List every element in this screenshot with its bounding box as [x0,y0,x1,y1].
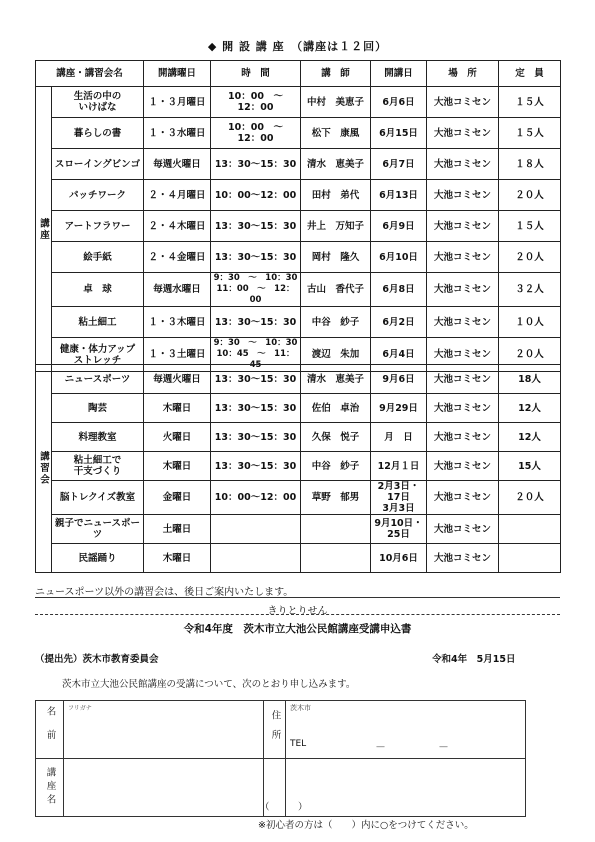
header-time: 時 間 [211,61,301,87]
header-place: 場 所 [427,61,499,87]
start-date-cell: 6月6日 [371,87,427,118]
day-cell: 土曜日 [144,515,211,544]
teacher-cell: 井上 万知子 [301,211,371,242]
day-cell: 火曜日 [144,423,211,452]
course-field-2b[interactable] [286,759,526,817]
table-row [36,149,561,180]
time-cell: 10：00 ～ 12：00 [211,87,301,118]
time-cell: 9：30 ～ 10：30 10：45 ～ 11：45 [211,338,301,372]
place-cell: 大池コミセン [427,180,499,211]
course-name-cell: スローイングビンゴ [52,149,144,180]
cut-line [35,614,560,615]
day-cell: 毎週水曜日 [144,273,211,307]
teacher-cell [301,544,371,573]
place-cell: 大池コミセン [427,423,499,452]
course-name-cell: 生活の中の いけばな [52,87,144,118]
start-date-cell: 6月7日 [371,149,427,180]
table-row [36,87,561,118]
application-form [35,700,526,817]
day-cell: １・３木曜日 [144,307,211,338]
table-row [36,118,561,149]
header-course-name: 講座・講習会名 [36,61,144,87]
day-cell: ２・４金曜日 [144,242,211,273]
course-name-cell: 陶芸 [52,394,144,423]
capacity-cell: １０人 [499,307,561,338]
time-cell: 13：30～15：30 [211,307,301,338]
start-date-cell: 6月8日 [371,273,427,307]
name-label: 名前 [36,701,64,759]
table-row [36,211,561,242]
place-cell: 大池コミセン [427,307,499,338]
course-name-cell: 粘土細工 [52,307,144,338]
course-name-cell: ニュースポーツ [52,365,144,394]
place-cell: 大池コミセン [427,118,499,149]
course-name-cell: 健康・体力アップ ストレッチ [52,338,144,372]
tel-dashes: — — [376,742,449,752]
day-cell: ２・４木曜日 [144,211,211,242]
table-row [36,273,561,307]
course-field[interactable] [64,759,308,817]
teacher-cell: 久保 悦子 [301,423,371,452]
start-date-cell: 6月10日 [371,242,427,273]
time-cell [211,544,301,573]
time-cell: 13：30～15：30 [211,394,301,423]
workshop-note: ニュースポーツ以外の講習会は、後日ご案内いたします。 [35,587,294,598]
time-cell: 13：30～15：30 [211,242,301,273]
start-date-cell: 9月6日 [371,365,427,394]
time-cell: 13：30～15：30 [211,423,301,452]
course-name-cell: 親子でニュースポーツ [52,515,144,544]
time-cell: 13：30～15：30 [211,149,301,180]
workshop-schedule-table [35,364,561,573]
start-date-cell: 9月10日・25日 [371,515,427,544]
capacity-cell [499,515,561,544]
time-cell [211,515,301,544]
teacher-cell: 古山 香代子 [301,273,371,307]
teacher-cell: 清水 恵美子 [301,365,371,394]
time-cell: 10：00 ～ 12：00 [211,118,301,149]
start-date-cell: 9月29日 [371,394,427,423]
course-label: 講座名 [36,759,64,817]
teacher-cell: 佐伯 卓治 [301,394,371,423]
time-cell: 13：30～15：30 [211,365,301,394]
form-date: 令和4年 5月15日 [432,654,516,665]
course-name-cell: 民謡踊り [52,544,144,573]
form-intro: 茨木市立大池公民館講座の受講について、次のとおり申し込みます。 [62,679,356,690]
table-row [36,481,561,515]
course-name-cell: 粘土細工で 干支づくり [52,452,144,481]
table-row [36,180,561,211]
course-name-cell: 料理教室 [52,423,144,452]
day-cell: 木曜日 [144,452,211,481]
start-date-cell: 6月9日 [371,211,427,242]
teacher-cell: 岡村 隆久 [301,242,371,273]
capacity-cell: ２０人 [499,338,561,372]
start-date-cell: 6月13日 [371,180,427,211]
capacity-cell: 12人 [499,423,561,452]
place-cell: 大池コミセン [427,515,499,544]
day-cell: 木曜日 [144,544,211,573]
day-cell: １・３月曜日 [144,87,211,118]
course-name-cell: 暮らしの書 [52,118,144,149]
course-name-cell: アートフラワー [52,211,144,242]
place-cell: 大池コミセン [427,242,499,273]
teacher-cell: 中谷 紗子 [301,307,371,338]
form-title: 令和4年度 茨木市立大池公民館講座受講申込書 [183,623,412,635]
time-cell: 13：30～15：30 [211,211,301,242]
time-cell: 10：00～12：00 [211,180,301,211]
table-row [36,544,561,573]
day-cell: 木曜日 [144,394,211,423]
capacity-cell [499,544,561,573]
day-cell: １・３土曜日 [144,338,211,372]
furigana-label: フリガナ [68,705,92,712]
page-title: ◆ 開 設 講 座 （講座は１２回） [207,40,388,53]
table-row [36,365,561,394]
capacity-cell: ２０人 [499,180,561,211]
capacity-cell: １５人 [499,118,561,149]
address-label: 住所 [264,701,286,759]
start-date-cell: 2月3日・17日 3月3日 [371,481,427,515]
place-cell: 大池コミセン [427,452,499,481]
group-label: 講座 [36,87,52,372]
course-name-cell: パッチワーク [52,180,144,211]
capacity-cell: １８人 [499,149,561,180]
capacity-cell: １５人 [499,87,561,118]
start-date-cell: 6月15日 [371,118,427,149]
place-cell: 大池コミセン [427,87,499,118]
place-cell: 大池コミセン [427,544,499,573]
header-day: 開講曜日 [144,61,211,87]
header-teacher: 講 師 [301,61,371,87]
table-row [36,394,561,423]
beginner-paren: （ ） [260,802,308,813]
group-label: 講習会 [36,365,52,573]
table-row [36,515,561,544]
start-date-cell: 月 日 [371,423,427,452]
capacity-cell: ２０人 [499,481,561,515]
place-cell: 大池コミセン [427,211,499,242]
table-row [36,423,561,452]
place-cell: 大池コミセン [427,394,499,423]
tel-label: TEL [290,739,307,749]
table-row [36,242,561,273]
teacher-cell: 渡辺 朱加 [301,338,371,372]
capacity-cell: ３２人 [499,273,561,307]
table-row [36,452,561,481]
time-cell: 9：30 ～ 10：30 11：00 ～ 12：00 [211,273,301,307]
course-name-cell: 卓 球 [52,273,144,307]
day-cell: 毎週火曜日 [144,365,211,394]
day-cell: ２・４月曜日 [144,180,211,211]
course-name-cell: 脳トレクイズ教室 [52,481,144,515]
start-date-cell: 10月6日 [371,544,427,573]
start-date-cell: 12月１日 [371,452,427,481]
table-row [36,307,561,338]
capacity-cell: ２０人 [499,242,561,273]
teacher-cell: 松下 康風 [301,118,371,149]
capacity-cell: 18人 [499,365,561,394]
start-date-cell: 6月4日 [371,338,427,372]
place-cell: 大池コミセン [427,365,499,394]
note-underline [35,597,560,598]
place-cell: 大池コミセン [427,481,499,515]
teacher-cell: 中谷 紗子 [301,452,371,481]
course-schedule-table [35,60,561,372]
time-cell: 10：00～12：00 [211,481,301,515]
capacity-cell: 15人 [499,452,561,481]
address-prefix: 茨木市 [290,704,311,712]
teacher-cell: 草野 郁男 [301,481,371,515]
day-cell: 毎週火曜日 [144,149,211,180]
course-name-cell: 絵手紙 [52,242,144,273]
header-capacity: 定 員 [499,61,561,87]
address-field[interactable] [286,701,526,759]
form-recipient: （提出先）茨木市教育委員会 [35,654,159,665]
day-cell: １・３水曜日 [144,118,211,149]
place-cell: 大池コミセン [427,273,499,307]
capacity-cell: １５人 [499,211,561,242]
start-date-cell: 6月2日 [371,307,427,338]
capacity-cell: 12人 [499,394,561,423]
table-header-row [36,61,561,87]
name-field[interactable] [64,701,264,759]
header-start-date: 開講日 [371,61,427,87]
teacher-cell: 中村 美恵子 [301,87,371,118]
beginner-note: ※初心者の方は（ ）内に○をつけてください。 [258,820,474,831]
teacher-cell [301,515,371,544]
teacher-cell: 清水 恵美子 [301,149,371,180]
day-cell: 金曜日 [144,481,211,515]
teacher-cell: 田村 弟代 [301,180,371,211]
place-cell: 大池コミセン [427,149,499,180]
place-cell: 大池コミセン [427,338,499,372]
time-cell: 13：30～15：30 [211,452,301,481]
cut-line-label: きりとりせん [267,606,328,617]
